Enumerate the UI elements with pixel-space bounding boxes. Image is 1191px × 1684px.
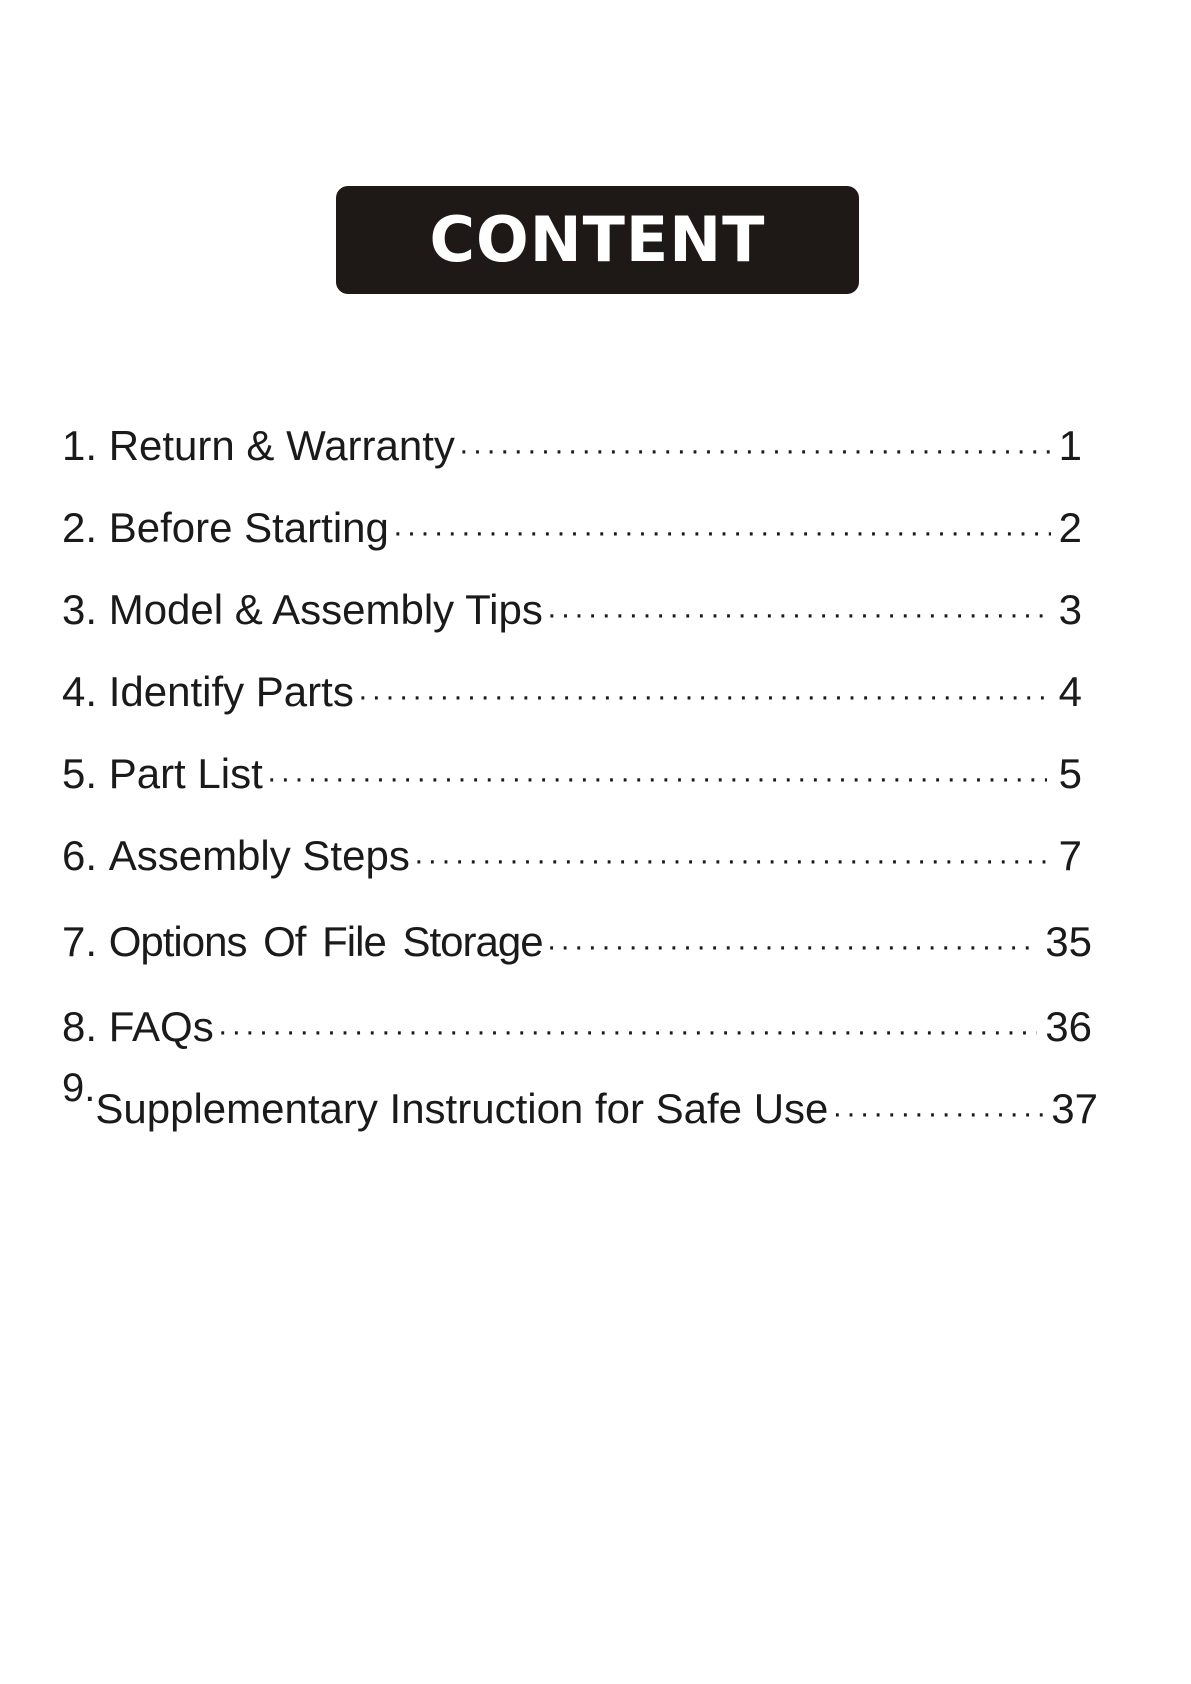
toc-entry[interactable] <box>62 1003 1092 1050</box>
toc-entry-label: Options Of File Storage <box>108 918 543 965</box>
toc-entry-page: 2 <box>1058 504 1082 551</box>
toc-entry[interactable] <box>62 668 1082 715</box>
toc-entry-number: 6. <box>62 832 98 879</box>
toc-leader-dots <box>414 846 1049 876</box>
toc-entry-label: FAQs <box>108 1003 214 1050</box>
toc-entry-page: 4 <box>1058 668 1082 715</box>
toc-entry[interactable] <box>62 750 1082 797</box>
toc-entry-page: 37 <box>1051 1085 1098 1132</box>
toc-leader-dots <box>547 600 1051 630</box>
toc-leader-dots <box>459 436 1051 466</box>
toc-entry-number: 1. <box>62 422 98 469</box>
toc-entry-label: Part List <box>108 750 263 797</box>
toc-entry-number: 2. <box>62 504 98 551</box>
toc-leader-dots <box>393 518 1051 548</box>
page-title: CONTENT <box>429 203 766 276</box>
toc-entry[interactable] <box>62 586 1082 633</box>
toc-entry-page: 35 <box>1045 918 1092 965</box>
toc-entry[interactable] <box>62 504 1082 551</box>
toc-entry-label: Supplementary Instruction for Safe Use <box>95 1085 829 1132</box>
toc-entry-page: 3 <box>1058 586 1082 633</box>
toc-entry-page: 5 <box>1058 750 1082 797</box>
toc-entry[interactable] <box>62 918 1092 965</box>
toc-entry-page: 36 <box>1045 1003 1092 1050</box>
toc-entry-number: 8. <box>62 1003 98 1050</box>
toc-leader-dots <box>832 1099 1049 1129</box>
toc-entry-label: Return & Warranty <box>108 422 455 469</box>
toc-entry-page: 1 <box>1058 422 1082 469</box>
toc-entry-number: 7. <box>62 918 98 965</box>
toc-entry[interactable] <box>62 1066 1098 1132</box>
toc-leader-dots <box>547 932 1038 962</box>
toc-leader-dots <box>358 682 1051 712</box>
toc-entry[interactable] <box>62 422 1082 469</box>
toc-leader-dots <box>267 764 1047 794</box>
toc-entry-number: 4. <box>62 668 98 715</box>
toc-entry-page: 7 <box>1058 832 1082 879</box>
toc-entry-label: Identify Parts <box>108 668 354 715</box>
toc-entry-label: Before Starting <box>108 504 389 551</box>
toc-entry-number: 5. <box>62 750 98 797</box>
content-title-box <box>336 186 859 294</box>
toc-entry-number: 9. <box>62 1066 96 1110</box>
toc-leader-dots <box>218 1017 1038 1047</box>
toc-entry-number: 3. <box>62 586 98 633</box>
toc-entry[interactable] <box>62 832 1082 879</box>
toc-entry-label: Assembly Steps <box>108 832 410 879</box>
toc-entry-label: Model & Assembly Tips <box>108 586 543 633</box>
